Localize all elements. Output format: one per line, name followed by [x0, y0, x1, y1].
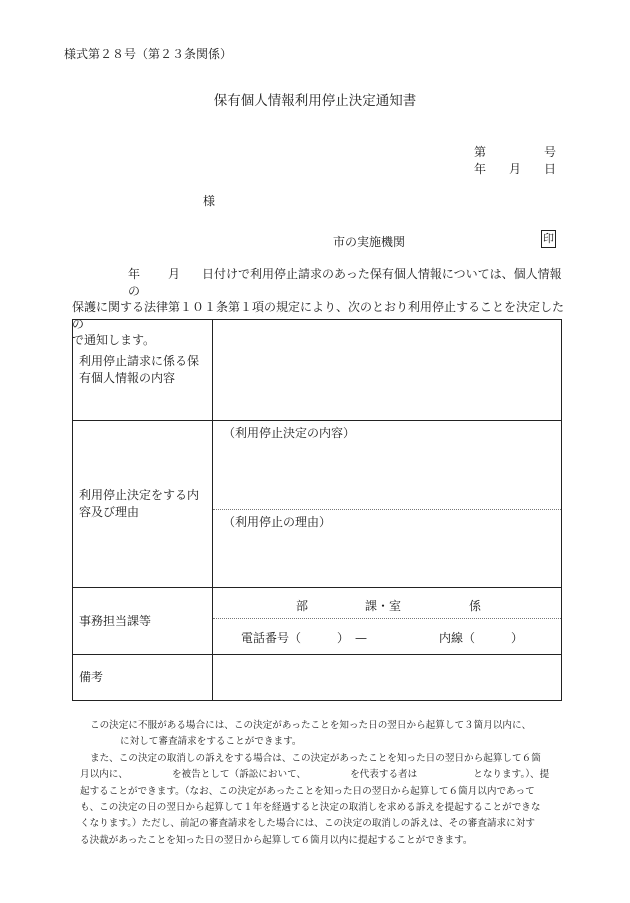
- notes-p2-line3: 起することができます。（なお、この決定があったことを知った日の翌日から起算して６箇月以内であって: [80, 785, 535, 797]
- addressee-suffix: 様: [203, 194, 216, 208]
- extension-label: 内線（ ）: [439, 631, 524, 645]
- decision-content-area[interactable]: [213, 421, 561, 509]
- issuer-name: 市の実施機関: [333, 235, 406, 249]
- number-suffix: 号: [544, 145, 557, 159]
- decision-label: 利用停止決定をする内容及び理由: [73, 421, 213, 588]
- notes-p1-line2: に対して審査請求をすることができます。: [120, 736, 302, 748]
- intro-month: 月: [168, 267, 181, 281]
- dept-name-area[interactable]: [213, 588, 561, 618]
- notes-p2-line2: 月以内に、 を被告として（訴訟において、 を代表する者は となります。）、提: [80, 769, 550, 781]
- notes-p2-line6: る決裁があったことを知った日の翌日から起算して６箇月以内に提起することができます。: [80, 834, 473, 846]
- intro-year: 年: [128, 267, 141, 281]
- dept-bu: 部: [296, 599, 309, 613]
- date-day-label: 日: [544, 162, 557, 176]
- date-month-label: 月: [509, 162, 522, 176]
- dept-phone-area[interactable]: [213, 618, 561, 654]
- intro-line1-text: 日付けで利用停止請求のあった保有個人情報については、個人情報の: [128, 267, 562, 298]
- decision-content-cell: [213, 421, 562, 588]
- remarks-label: 備考: [73, 655, 213, 701]
- dept-ka: 課・室: [365, 599, 402, 613]
- remarks-content-cell[interactable]: [213, 655, 562, 701]
- table-row-dept: [73, 588, 562, 655]
- phone-number-label: 電話番号（ ） —: [241, 631, 368, 645]
- appeal-notes: [80, 718, 564, 849]
- decision-table: [72, 319, 562, 701]
- form-number: 様式第２８号（第２３条関係）: [64, 47, 233, 61]
- notes-p2-line5: くなります。）ただし、前記の審査請求をした場合には、この決定の取消しの訴えは、その審査請求に対す: [80, 818, 535, 830]
- table-row-decision: [73, 421, 562, 588]
- date-year-label: 年: [474, 162, 487, 176]
- decision-content-heading: （利用停止決定の内容）: [223, 426, 356, 440]
- table-row-info: [73, 320, 562, 421]
- notes-p2-line4: も、この決定の日の翌日から起算して１年を経過すると決定の取消しを求める訴えを提起することができな: [80, 802, 541, 814]
- seal-box: 印: [541, 230, 556, 248]
- intro-line-3: で通知します。: [72, 333, 156, 347]
- notes-p1-line1: この決定に不服がある場合には、この決定があったことを知った日の翌日から起算して３箇月以内に、: [90, 720, 532, 731]
- decision-reason-heading: （利用停止の理由）: [223, 515, 332, 529]
- intro-line-2: 保護に関する法律第１０１条第１項の規定により、次のとおり利用停止することを決定したの: [72, 300, 565, 331]
- dept-content-cell: [213, 588, 562, 655]
- table-row-remarks: [73, 655, 562, 701]
- number-prefix: 第: [474, 145, 487, 159]
- notes-p2-line1: また、この決定の取消しの訴えをする場合は、この決定があったことを知った日の翌日から起算して６箇: [90, 752, 541, 764]
- document-title: 保有個人情報利用停止決定通知書: [213, 93, 417, 109]
- info-content-cell[interactable]: [213, 320, 562, 421]
- intro-line-1: [72, 266, 564, 299]
- decision-reason-area[interactable]: [213, 509, 561, 587]
- info-label: 利用停止請求に係る保有個人情報の内容: [73, 320, 213, 421]
- dept-label: 事務担当課等: [73, 588, 213, 655]
- dept-kakari: 係: [469, 599, 482, 613]
